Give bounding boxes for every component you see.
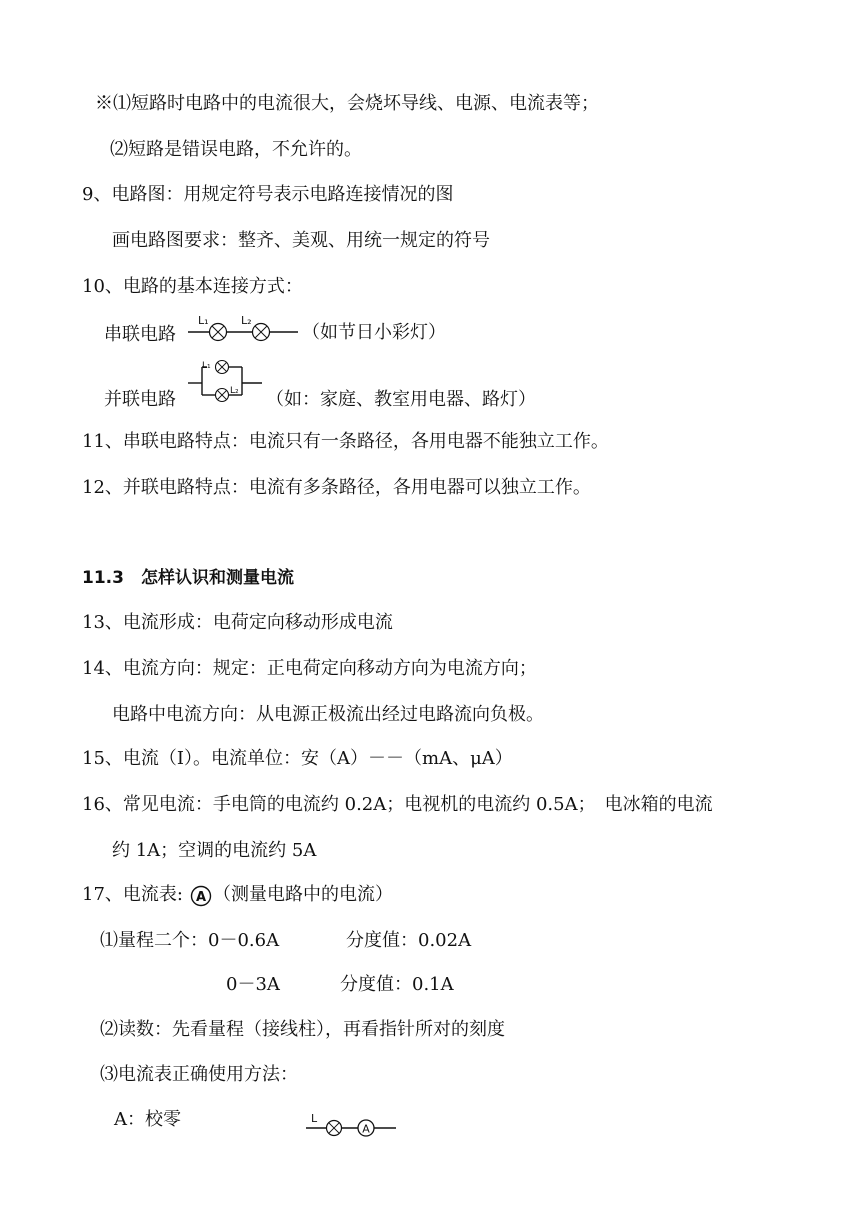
item-11: 11、串联电路特点：电流只有一条路径，各用电器不能独立工作。 [82,431,609,452]
item-13: 13、电流形成：电荷定向移动形成电流 [82,612,393,633]
series-circuit-label: 串联电路 [104,324,176,345]
ammeter-symbol-icon [189,884,213,908]
usage-heading: ⑶电流表正确使用方法： [100,1064,298,1085]
range-1-label: ⑴量程二个：0－0.6A [100,930,280,951]
item-14-direction: 电路中电流方向：从电源正极流出经过电路流向负极。 [112,704,544,725]
range-2-label: 0－3A [226,974,280,995]
parallel-circuit-diagram [186,356,266,406]
short-circuit-note-2: ⑵短路是错误电路，不允许的。 [110,139,362,160]
item-9: 9、电路图：用规定符号表示电路连接情况的图 [82,184,454,205]
parallel-circuit-note: （如：家庭、教室用电器、路灯） [266,389,536,410]
series-circuit-diagram [186,312,300,344]
item-16-continued: 约 1A；空调的电流约 5A [112,840,317,861]
zero-step: A：校零 [114,1109,181,1130]
ammeter-symbol-letter: A [195,890,207,905]
parallel-l2-label: L₂ [230,386,239,396]
range-1-division: 分度值：0.02A [346,930,472,951]
item-15: 15、电流（I）。电流单位：安（A）－－（mA、μA） [82,748,513,769]
series-l1-label: L₁ [198,314,209,327]
series-l2-label: L₂ [241,314,252,327]
reading-method: ⑵读数：先看量程（接线柱），再看指针所对的刻度 [100,1019,505,1040]
item-17-label: 17、电流表: [82,884,183,905]
parallel-l1-label: L₁ [202,361,211,371]
series-circuit-note: （如节日小彩灯） [302,322,446,343]
item-16: 16、常见电流：手电筒的电流约 0.2A；电视机的电流约 0.5A； 电冰箱的电流 [82,794,713,815]
parallel-circuit-label: 并联电路 [104,389,176,410]
item-9-requirement: 画电路图要求：整齐、美观、用统一规定的符号 [112,230,490,251]
item-12: 12、并联电路特点：电流有多条路径，各用电器可以独立工作。 [82,477,591,498]
meter-letter: A [362,1122,370,1136]
circuit-lamp-label: L [311,1112,318,1125]
section-title: 11.3 怎样认识和测量电流 [82,568,294,588]
range-2-division: 分度值：0.1A [340,974,454,995]
item-17-note: （测量电路中的电流） [213,884,393,905]
item-10: 10、电路的基本连接方式： [82,276,303,297]
ammeter-circuit-diagram [304,1110,398,1140]
item-14: 14、电流方向：规定：正电荷定向移动方向为电流方向； [82,658,537,679]
short-circuit-note-1: ※⑴短路时电路中的电流很大，会烧坏导线、电源、电流表等； [95,93,599,114]
